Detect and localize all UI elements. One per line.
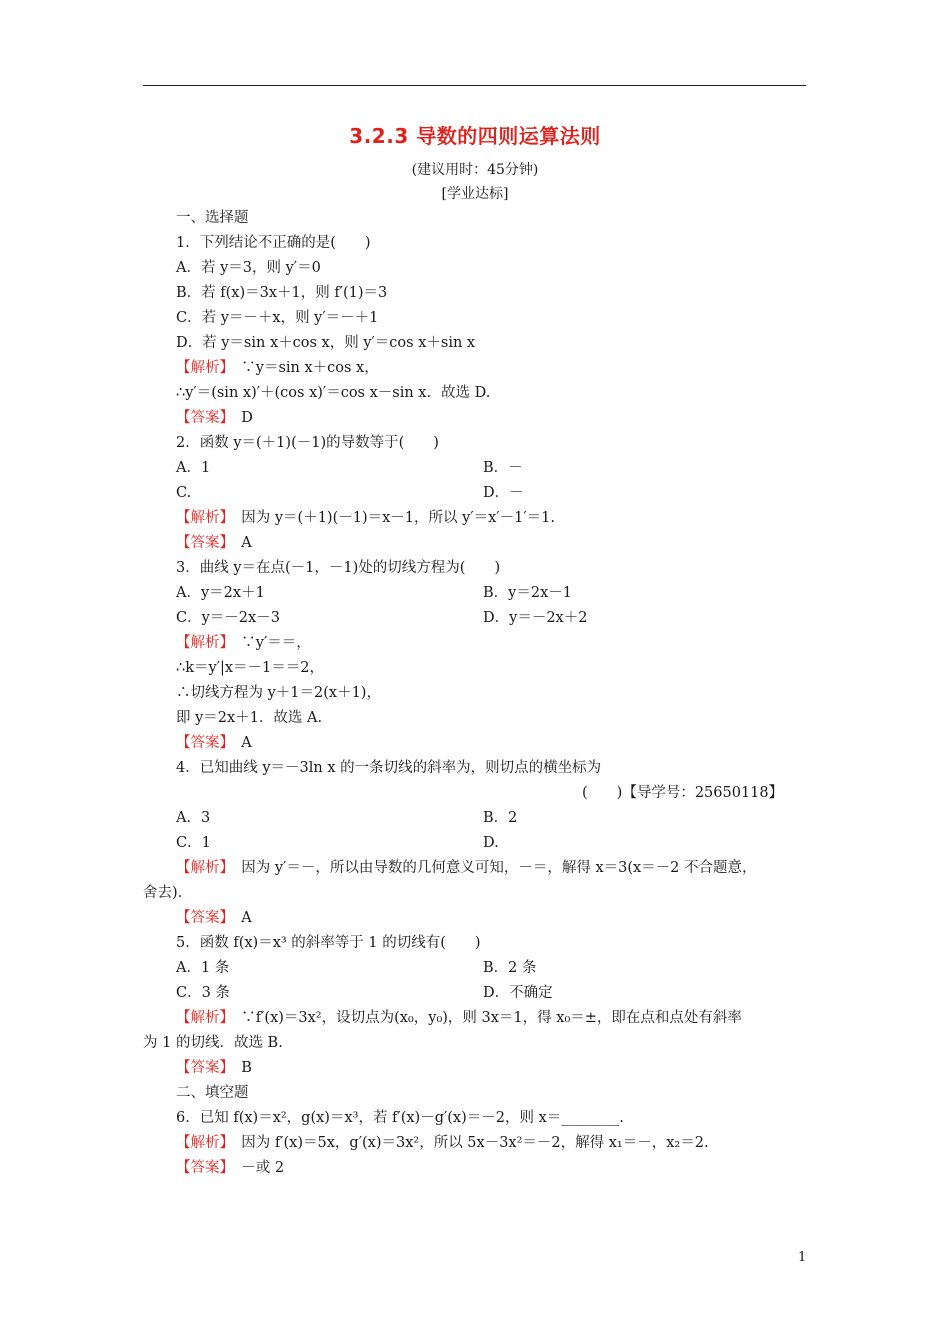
text-line <box>176 408 253 428</box>
text-line <box>176 658 324 678</box>
text-line <box>176 358 379 378</box>
line-text: A．3 <box>176 810 211 826</box>
line-text: D．y＝－2x＋2 <box>483 610 588 626</box>
text-line <box>483 583 572 603</box>
text-line <box>176 1133 709 1153</box>
text-line <box>176 958 229 978</box>
line-text: D．－ <box>483 485 524 501</box>
line-text: B．y＝2x－1 <box>483 585 572 601</box>
line-text: ∴切线方程为 y＋1＝2(x＋1)， <box>176 685 381 701</box>
text-line <box>176 983 230 1003</box>
label-tag: 【答案】 <box>176 910 227 926</box>
label-tag: 【答案】 <box>176 1060 227 1076</box>
text-line <box>483 833 499 853</box>
text-line <box>483 608 587 628</box>
line-text: A．若 y＝3，则 y′＝0 <box>176 260 321 276</box>
line-text: D．不确定 <box>483 985 553 1001</box>
line-text: 为 1 的切线．故选 B. <box>143 1035 283 1051</box>
line-text: B <box>226 1060 252 1076</box>
line-text: 因为 f′(x)＝5x，g′(x)＝3x²，所以 5x－3x²＝－2，解得 x₁＝－，x₂＝2. <box>226 1135 709 1151</box>
line-text: 因为 y＝(＋1)(－1)＝x－1，所以 y′＝x′－1′＝1. <box>226 510 555 526</box>
line-text: 舍去)． <box>143 885 193 901</box>
line-text: 二、填空题 <box>176 1085 249 1101</box>
line-text: ∵y＝sin x＋cos x， <box>226 360 379 376</box>
line-text: D. <box>483 835 499 851</box>
text-line <box>483 458 523 478</box>
section-label: [学业达标] <box>441 186 509 202</box>
line-text: C. <box>176 485 192 501</box>
label-tag: 【答案】 <box>176 410 227 426</box>
text-line <box>176 383 490 403</box>
text-line <box>176 508 555 528</box>
line-text: ( )【导学号：25650118】 <box>582 785 784 801</box>
text-line <box>176 308 378 328</box>
text-line <box>176 483 191 503</box>
line-text: D．若 y＝sin x＋cos x，则 y′＝cos x＋sin x <box>176 335 476 351</box>
line-text: 1．下列结论不正确的是( ) <box>176 235 371 251</box>
label-tag: 【答案】 <box>176 535 227 551</box>
line-text: ∴y′＝(sin x)′＋(cos x)′＝cos x－sin x．故选 D. <box>176 385 491 401</box>
header-rule <box>143 85 806 86</box>
line-text: C．3 条 <box>176 985 230 1001</box>
line-text: C．y＝－2x－3 <box>176 610 280 626</box>
text-line <box>176 533 252 553</box>
label-tag: 【答案】 <box>176 1160 227 1176</box>
text-line <box>483 958 537 978</box>
line-text: A．y＝2x＋1 <box>176 585 265 601</box>
text-line <box>176 1108 624 1128</box>
text-line <box>176 1158 284 1178</box>
label-tag: 【解析】 <box>176 510 227 526</box>
line-text: ∵y′＝＝， <box>226 635 311 651</box>
label-tag: 【解析】 <box>176 1135 227 1151</box>
line-text: D <box>226 410 253 426</box>
text-line <box>176 833 211 853</box>
time-suggestion: (建议用时：45分钟) <box>411 162 539 178</box>
line-text: 6．已知 f(x)＝x²，g(x)＝x³，若 f′(x)－g′(x)＝－2，则 x＝________. <box>176 1110 624 1126</box>
line-text: A <box>226 735 252 751</box>
line-text: ∴k＝y′|x＝－1＝＝2， <box>176 660 325 676</box>
text-line <box>176 858 757 878</box>
line-text: 5．函数 f(x)＝x³ 的斜率等于 1 的切线有( ) <box>176 935 481 951</box>
text-line <box>176 283 387 303</box>
line-text: 4．已知曲线 y＝－3ln x 的一条切线的斜率为，则切点的横坐标为 <box>176 760 602 776</box>
line-text: A <box>226 910 252 926</box>
text-line <box>176 1008 742 1028</box>
text-line <box>176 708 322 728</box>
line-text: 2．函数 y＝(＋1)(－1)的导数等于( ) <box>176 435 439 451</box>
text-line <box>176 933 481 953</box>
text-line <box>176 733 252 753</box>
line-text: 一、选择题 <box>176 210 249 226</box>
text-line <box>176 558 500 578</box>
text-line <box>143 1033 283 1053</box>
line-text: B．若 f(x)＝3x＋1，则 f′(1)＝3 <box>176 285 388 301</box>
text-line <box>176 333 475 353</box>
label-tag: 【答案】 <box>176 735 227 751</box>
line-text: 即 y＝2x＋1．故选 A. <box>176 710 323 726</box>
line-text: ∵f′(x)＝3x²，设切点为(x₀，y₀)，则 3x＝1，得 x₀＝±，即在点和点处有斜率 <box>226 1010 742 1026</box>
line-text: C．1 <box>176 835 211 851</box>
line-text: B．－ <box>483 460 523 476</box>
text-line <box>483 808 517 828</box>
text-line <box>582 783 783 803</box>
text-line <box>176 683 381 703</box>
line-text: B．2 <box>483 810 518 826</box>
label-tag: 【解析】 <box>176 635 227 651</box>
line-text: 因为 y′＝－，所以由导数的几何意义可知，－＝，解得 x＝3(x＝－2 不合题意， <box>226 860 757 876</box>
text-line <box>176 758 601 778</box>
page-title: 3.2.3 导数的四则运算法则 <box>349 124 601 148</box>
text-line <box>176 433 439 453</box>
text-line <box>483 983 553 1003</box>
line-text: A．1 <box>176 460 211 476</box>
line-text: 3．曲线 y＝在点(－1，－1)处的切线方程为( ) <box>176 560 501 576</box>
text-line <box>176 208 249 228</box>
text-line <box>176 633 311 653</box>
text-line <box>176 908 252 928</box>
label-tag: 【解析】 <box>176 860 227 876</box>
line-text: C．若 y＝－＋x，则 y′＝－＋1 <box>176 310 379 326</box>
page-number: 1 <box>798 1250 807 1265</box>
text-line <box>176 583 265 603</box>
text-line <box>176 458 210 478</box>
text-line <box>176 258 321 278</box>
text-line <box>143 883 192 903</box>
text-line <box>176 1058 252 1078</box>
line-text: A <box>226 535 252 551</box>
text-line <box>176 608 280 628</box>
text-line <box>483 483 524 503</box>
text-line <box>176 233 371 253</box>
text-line <box>176 1083 249 1103</box>
text-line <box>176 808 210 828</box>
line-text: B．2 条 <box>483 960 537 976</box>
label-tag: 【解析】 <box>176 360 227 376</box>
label-tag: 【解析】 <box>176 1010 227 1026</box>
line-text: －或 2 <box>226 1160 285 1176</box>
line-text: A．1 条 <box>176 960 230 976</box>
